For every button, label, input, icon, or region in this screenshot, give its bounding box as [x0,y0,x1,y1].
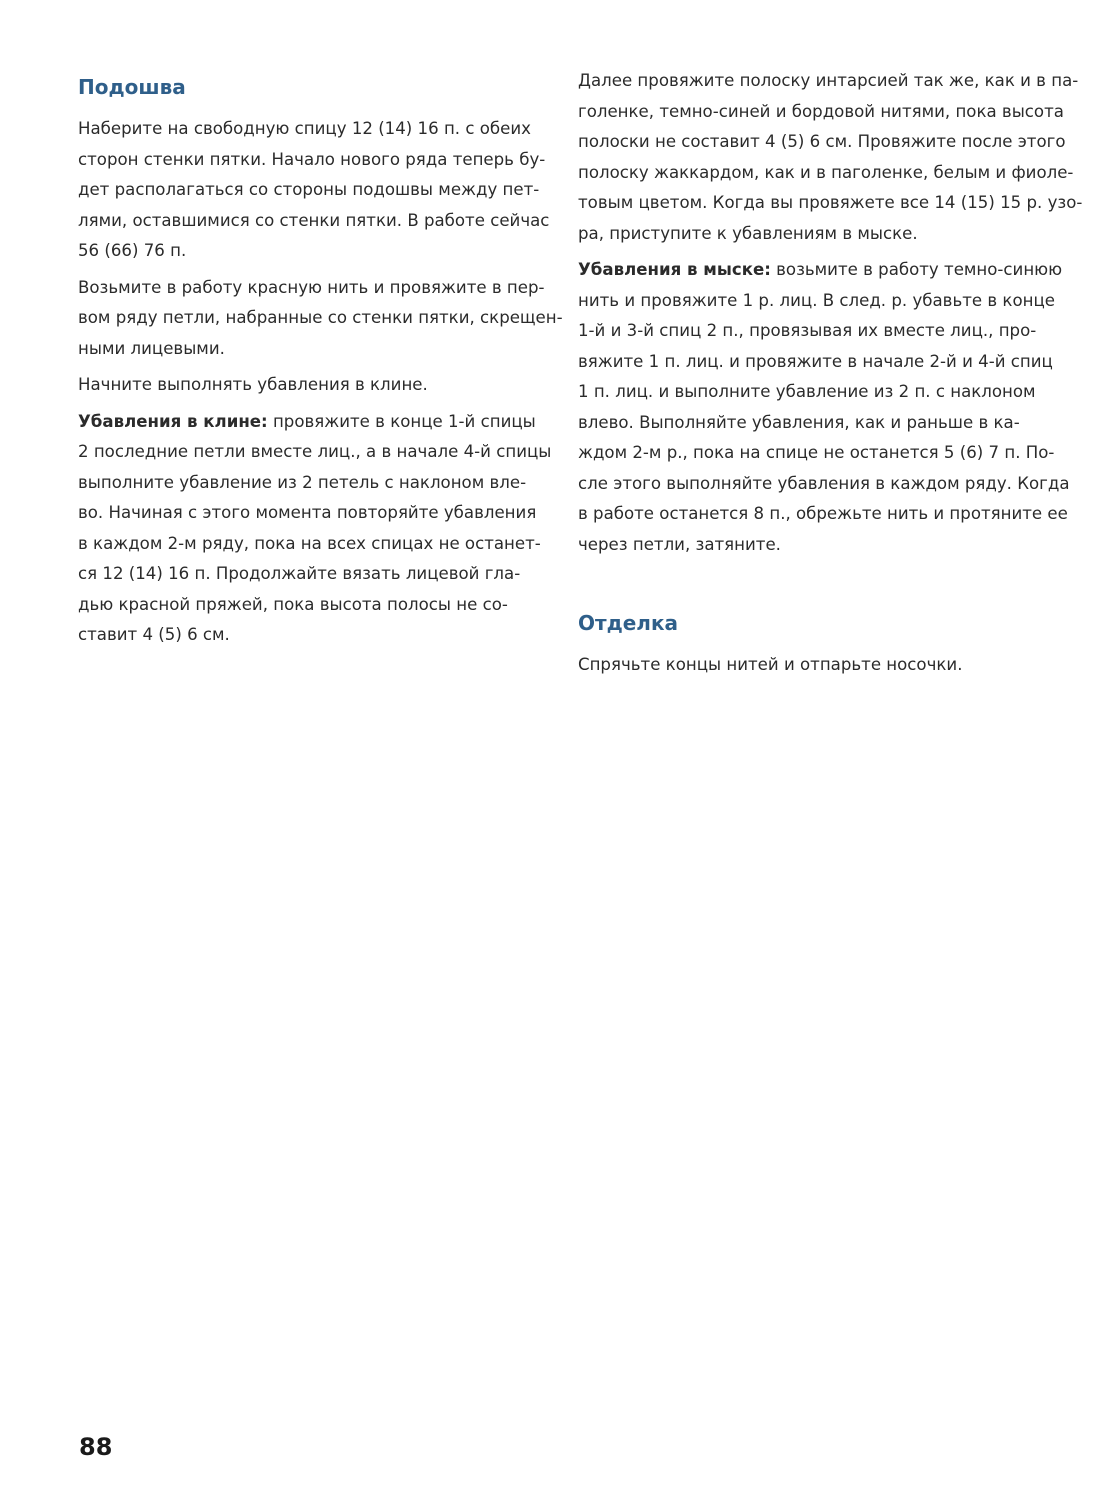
text-line: в каждом 2-м ряду, пока на всех спицах не останет- [78,533,541,553]
text-line: 1 п. лиц. и выполните убавление из 2 п. с наклоном [578,382,1036,401]
left-column [78,66,563,657]
text-line: 1-й и 3-й спиц 2 п., провязывая их вместе лиц., про- [578,321,1037,340]
paragraph-red-yarn [78,273,563,365]
text-line [78,407,558,438]
text-line: сторон стенки пятки. Начало нового ряда теперь бу- [78,149,546,169]
section-spacer [578,566,1058,610]
text-fragment: возьмите в работу темно-синюю [770,260,1063,279]
text-line: голенке, темно-синей и бордовой нитями, пока высота [578,101,1064,121]
paragraph-toe-decreases [578,255,1070,560]
text-line: вом ряду петли, набранные со стенки пятки, скрещен- [78,308,563,327]
paragraph-sole-pickup [78,114,558,267]
text-line: во. Начиная с этого момента повторяйте убавления [78,503,537,522]
paragraph-gusset-decreases [78,407,558,651]
text-line: вяжите 1 п. лиц. и провяжите в начале 2-й и 4-й спиц [578,351,1053,371]
heading-finishing: Отделка [578,611,679,635]
text-line: выполните убавление из 2 петель с наклоном вле- [78,472,527,492]
paragraph-start-decreases [78,370,558,401]
text-line: ждом 2-м р., пока на спице не останется 5 (6) 7 п. По- [578,443,1055,462]
text-line: в работе останется 8 п., обрежьте нить и протяните ее [578,504,1068,523]
text-line: 2 последние петли вместе лиц., а в начале 4-й спицы [78,442,552,461]
text-line: 56 (66) 76 п. [78,241,187,260]
toe-decreases-label: Убавления в мыске: [578,260,771,279]
text-line: нить и провяжите 1 р. лиц. В след. р. убавьте в конце [578,290,1055,310]
page-number: 88 [79,1433,113,1461]
text-line: влево. Выполняйте убавления, как и раньше в ка- [578,412,1020,432]
text-line: дет располагаться со стороны подошвы между пет- [78,180,540,199]
text-line: лями, оставшимися со стенки пятки. В работе сейчас [78,210,550,230]
text-line: товым цветом. Когда вы провяжете все 14 (15) 15 р. узо- [578,193,1083,212]
text-line: дью красной пряжей, пока высота полосы не со- [78,594,508,614]
heading-sole: Подошва [78,75,186,99]
text-line: ными лицевыми. [78,338,225,358]
text-line: полоску жаккардом, как и в паголенке, белым и фиоле- [578,162,1074,182]
text-line: полоски не составит 4 (5) 6 см. Провяжите после этого [578,132,1066,151]
text-line: ставит 4 (5) 6 см. [78,625,230,644]
text-line: сле этого выполняйте убавления в каждом ряду. Когда [578,473,1070,493]
text-line: через петли, затяните. [578,534,781,554]
text-line: ся 12 (14) 16 п. Продолжайте вязать лицевой гла- [78,564,521,583]
text-line: ра, приступите к убавлениям в мыске. [578,223,918,243]
text-line: Далее провяжите полоску интарсией так же, как и в па- [578,71,1079,90]
text-fragment: провяжите в конце 1-й спицы [267,411,536,431]
text-line: Наберите на свободную спицу 12 (14) 16 п. с обеих [78,119,531,138]
paragraph-finishing [578,650,1058,681]
right-column [578,66,1083,687]
text-line: Возьмите в работу красную нить и провяжите в пер- [78,277,545,297]
text-line: Спрячьте концы нитей и отпарьте носочки. [578,655,963,674]
paragraph-intarsia [578,66,1083,249]
text-line: Начните выполнять убавления в клине. [78,375,428,394]
gusset-decreases-label: Убавления в клине: [78,411,268,431]
text-line [578,255,1063,286]
